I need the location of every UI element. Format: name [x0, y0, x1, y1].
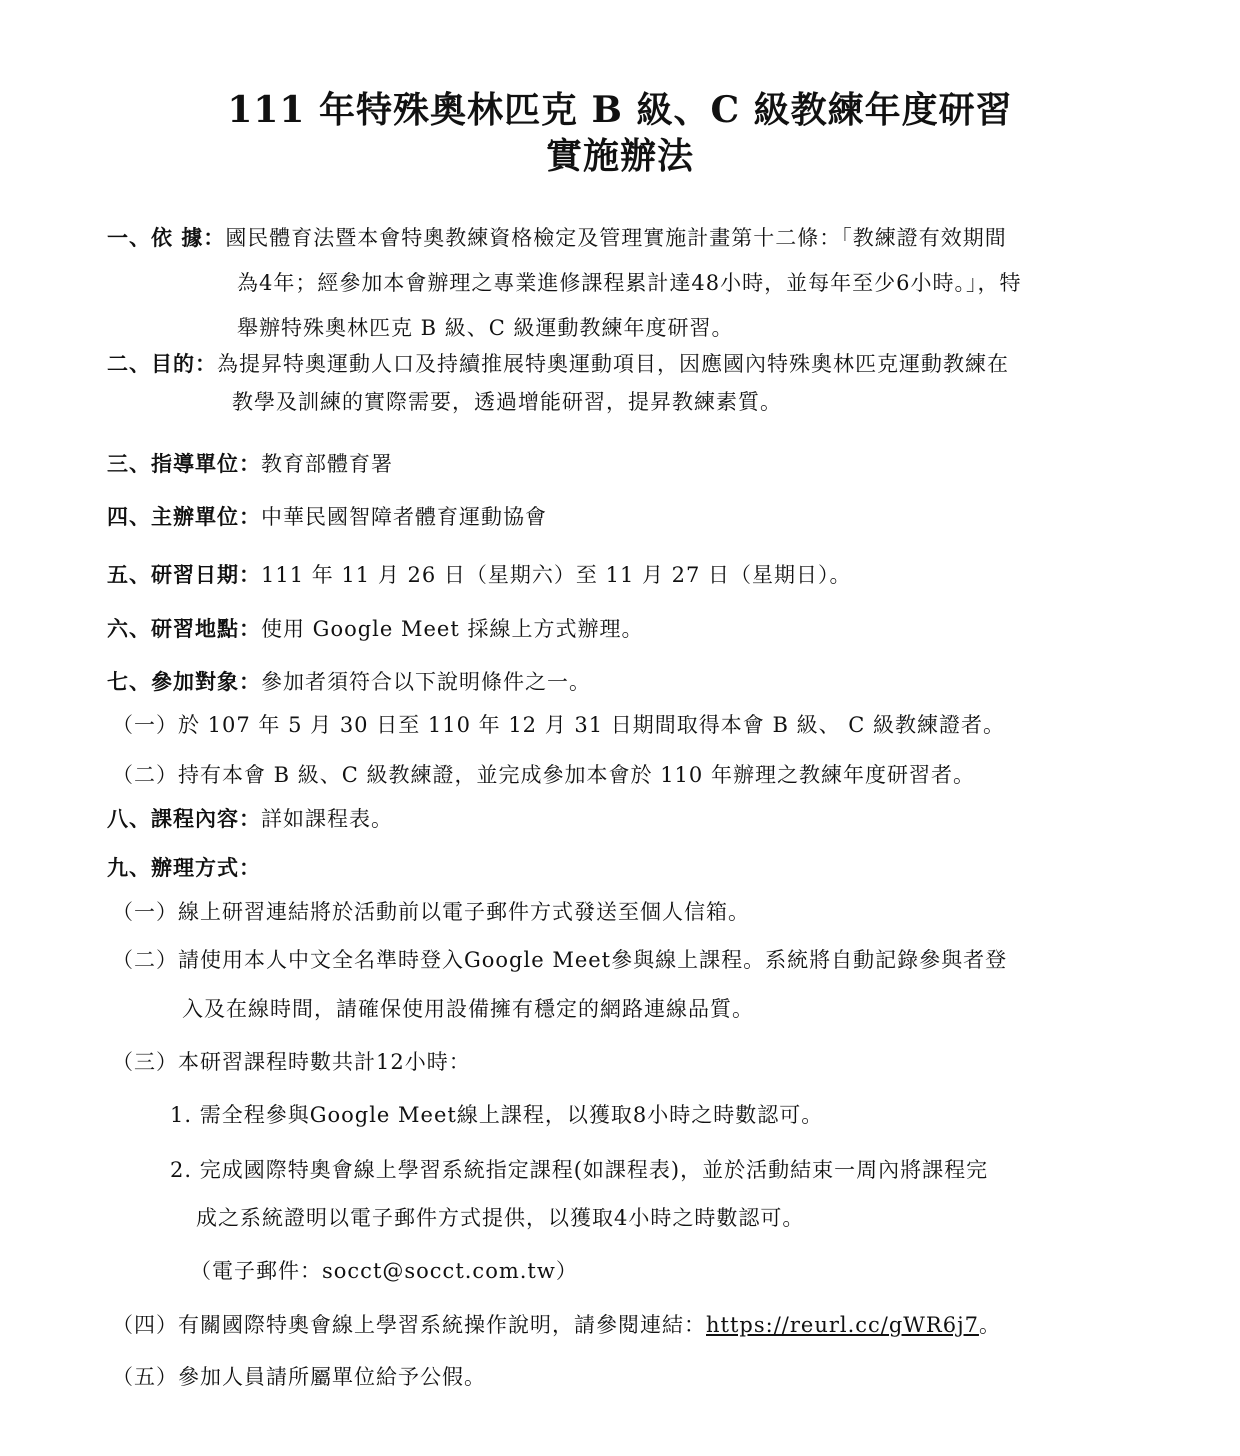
section-method-item4: [112, 1309, 1001, 1339]
section-method-item5: （五）參加人員請所屬單位給予公假。: [112, 1365, 486, 1389]
section-method-sub2-line2: 成之系統證明以電子郵件方式提供，以獲取4小時之時數認可。: [196, 1206, 805, 1230]
section-basis-line1: [107, 222, 1007, 252]
section-date-label: 五、研習日期：: [107, 562, 261, 587]
section-basis-line3: 舉辦特殊奧林匹克 B 級、C 級運動教練年度研習。: [237, 316, 734, 340]
section-content-text: 詳如課程表。: [261, 807, 393, 831]
section-method: [107, 852, 261, 882]
section-method-sub1: 1. 需全程參與Google Meet線上課程，以獲取8小時之時數認可。: [170, 1103, 824, 1127]
section-method-sub2-line1: 2. 完成國際特奧會線上學習系統指定課程(如課程表)，並於活動結束一周內將課程完: [170, 1158, 989, 1182]
section-supervisor: [107, 448, 393, 478]
section-supervisor-text: 教育部體育署: [261, 452, 393, 476]
reurl-link[interactable]: https://reurl.cc/gWR6j7: [706, 1313, 979, 1337]
section-participants-label: 七、參加對象：: [107, 669, 261, 694]
section-content: [107, 803, 393, 833]
section-location-label: 六、研習地點：: [107, 616, 261, 641]
section-supervisor-label: 三、指導單位：: [107, 451, 261, 476]
section-organizer-label: 四、主辦單位：: [107, 504, 261, 529]
section-method-label: 九、辦理方式：: [107, 855, 261, 880]
section-method-item2-line2: 入及在線時間，請確保使用設備擁有穩定的網路連線品質。: [182, 997, 754, 1021]
section-method-item2-line1: （二）請使用本人中文全名準時登入Google Meet參與線上課程。系統將自動記錄參與者登: [112, 948, 1008, 972]
section-method-item1: （一）線上研習連結將於活動前以電子郵件方式發送至個人信箱。: [112, 900, 750, 924]
section-purpose-text: 為提昇特奧運動人口及持續推展特奧運動項目，因應國內特殊奧林匹克運動教練在: [217, 352, 1009, 376]
section-basis-text: 國民體育法暨本會特奧教練資格檢定及管理實施計畫第十二條：「教練證有效期間: [225, 226, 1007, 250]
section-date: [107, 559, 852, 589]
section-participants-item1: （一）於 107 年 5 月 30 日至 110 年 12 月 31 日期間取得本會 B 級、 C 級教練證者。: [112, 713, 1005, 737]
section-date-text: 111 年 11 月 26 日（星期六）至 11 月 27 日（星期日）。: [261, 563, 852, 587]
section-basis-label: 一、依 據：: [107, 225, 226, 250]
document-subtitle: 實施辦法: [545, 135, 694, 177]
section-basis-line2: 為4年；經參加本會辦理之專業進修課程累計達48小時，並每年至少6小時。」，特: [237, 271, 1022, 295]
section-participants-text: 參加者須符合以下說明條件之一。: [261, 670, 591, 694]
section-method-item4-suffix: 。: [978, 1313, 1001, 1337]
section-participants: [107, 666, 591, 696]
section-content-label: 八、課程內容：: [107, 806, 261, 831]
section-organizer: [107, 501, 547, 531]
section-location: [107, 613, 643, 643]
section-organizer-text: 中華民國智障者體育運動協會: [261, 505, 547, 529]
document-title: 111 年特殊奧林匹克 B 級、C 級教練年度研習: [227, 89, 1013, 131]
section-method-item3: （三）本研習課程時數共計12小時：: [112, 1050, 471, 1074]
section-method-email: （電子郵件：socct@socct.com.tw）: [190, 1259, 578, 1283]
section-purpose-line1: [107, 348, 1009, 378]
section-purpose-label: 二、目的：: [107, 351, 217, 376]
section-participants-item2: （二）持有本會 B 級、C 級教練證，並完成參加本會於 110 年辦理之教練年度研習者。: [112, 763, 975, 787]
section-purpose-line2: 教學及訓練的實際需要，透過增能研習，提昇教練素質。: [232, 390, 782, 414]
section-method-item4-prefix: （四）有關國際特奧會線上學習系統操作說明，請參閱連結：: [112, 1313, 706, 1337]
section-location-text: 使用 Google Meet 採線上方式辦理。: [261, 617, 644, 641]
